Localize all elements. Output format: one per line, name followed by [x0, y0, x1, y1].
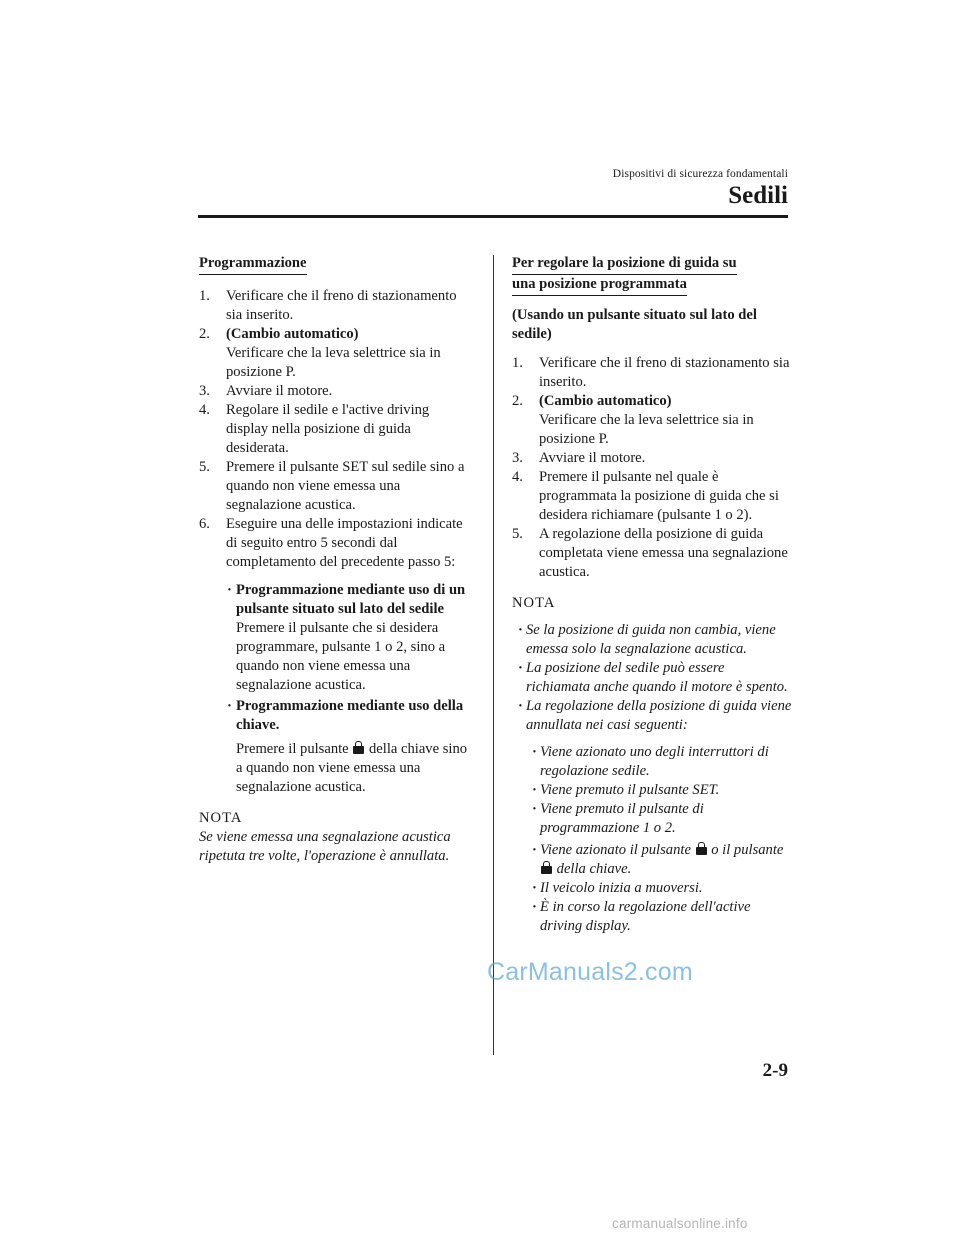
list-item: · La regolazione della posizione di guida viene annullata nei casi seguenti:	[526, 697, 792, 735]
footer-watermark: carmanualsonline.info	[612, 1216, 748, 1231]
right-column	[512, 254, 792, 936]
programming-methods	[199, 581, 474, 797]
list-item: · Viene azionato il pulsante o il pulsante della chiave.	[540, 841, 792, 879]
list-item: 2. (Cambio automatico) Verificare che la leva selettrice sia in posizione P.	[512, 393, 754, 447]
recall-steps	[512, 354, 792, 582]
list-item: 2. (Cambio automatico) Verificare che la leva selettrice sia in posizione P.	[199, 326, 441, 380]
list-item: 1. Verificare che il freno di stazionamento sia inserito.	[512, 355, 790, 390]
list-item: 3. Avviare il motore.	[512, 450, 646, 466]
cancel-cases	[512, 743, 792, 936]
header-rule	[198, 215, 788, 218]
key-lock-icon	[541, 861, 552, 874]
page-title: Sedili	[728, 182, 788, 209]
list-item: · Se la posizione di guida non cambia, viene emessa solo la segnalazione acustica.	[526, 621, 792, 659]
list-item: 5. A regolazione della posizione di guida completata viene emessa una segnalazione acustica.	[512, 526, 788, 580]
note-bullets	[512, 621, 792, 735]
programming-steps	[199, 287, 474, 572]
list-item: 6. Eseguire una delle impostazioni indicate di seguito entro 5 secondi dal completamento del precedente passo 5:	[199, 516, 463, 570]
list-item: · È in corso la regolazione dell'active driving display.	[540, 898, 792, 936]
list-item: · Il veicolo inizia a muoversi.	[540, 879, 792, 898]
key-lock-icon	[696, 842, 707, 855]
list-item: · La posizione del sedile può essere richiamata anche quando il motore è spento.	[526, 659, 792, 697]
section-category: Dispositivi di sicurezza fondamentali	[612, 168, 788, 180]
list-item: 5. Premere il pulsante SET sul sedile sino a quando non viene emessa una segnalazione acustica.	[199, 459, 465, 513]
list-item: 3. Avviare il motore.	[199, 383, 333, 399]
list-item: · Programmazione mediante uso di un pulsante situato sul lato del sedile Premere il pulsante che si desidera programmare, pulsante 1 o 2, sino a quando non viene emessa una segnalazione acustica.	[236, 581, 474, 695]
page-number: 2-9	[762, 1060, 788, 1081]
key-lock-icon	[353, 741, 364, 754]
note-label: NOTA	[512, 595, 556, 611]
list-item: 4. Premere il pulsante nel quale è programmata la posizione di guida che si desidera richiamare (pulsante 1 o 2).	[512, 469, 779, 523]
list-item: · Viene premuto il pulsante di programmazione 1 o 2.	[540, 800, 792, 838]
right-heading: Per regolare la posizione di guida su una posizione programmata	[512, 254, 792, 300]
list-item: · Viene azionato uno degli interruttori di regolazione sedile.	[540, 743, 792, 781]
left-heading: Programmazione	[199, 254, 307, 275]
note-label: NOTA	[199, 810, 243, 826]
right-subheading: (Usando un pulsante situato sul lato del sedile)	[512, 307, 757, 342]
list-item: · Viene premuto il pulsante SET.	[540, 781, 792, 800]
list-item: 1. Verificare che il freno di stazionamento sia inserito.	[199, 288, 457, 323]
left-column	[199, 254, 474, 866]
watermark: CarManuals2.com	[487, 958, 693, 986]
note-text: Se viene emessa una segnalazione acustica ripetuta tre volte, l'operazione è annullata.	[199, 829, 451, 864]
list-item: · Programmazione mediante uso della chiave. Premere il pulsante della chiave sino a quando non viene emessa una segnalazione acustica.	[236, 697, 474, 797]
column-divider	[493, 255, 494, 1055]
list-item: 4. Regolare il sedile e l'active driving display nella posizione di guida desiderata.	[199, 402, 430, 456]
